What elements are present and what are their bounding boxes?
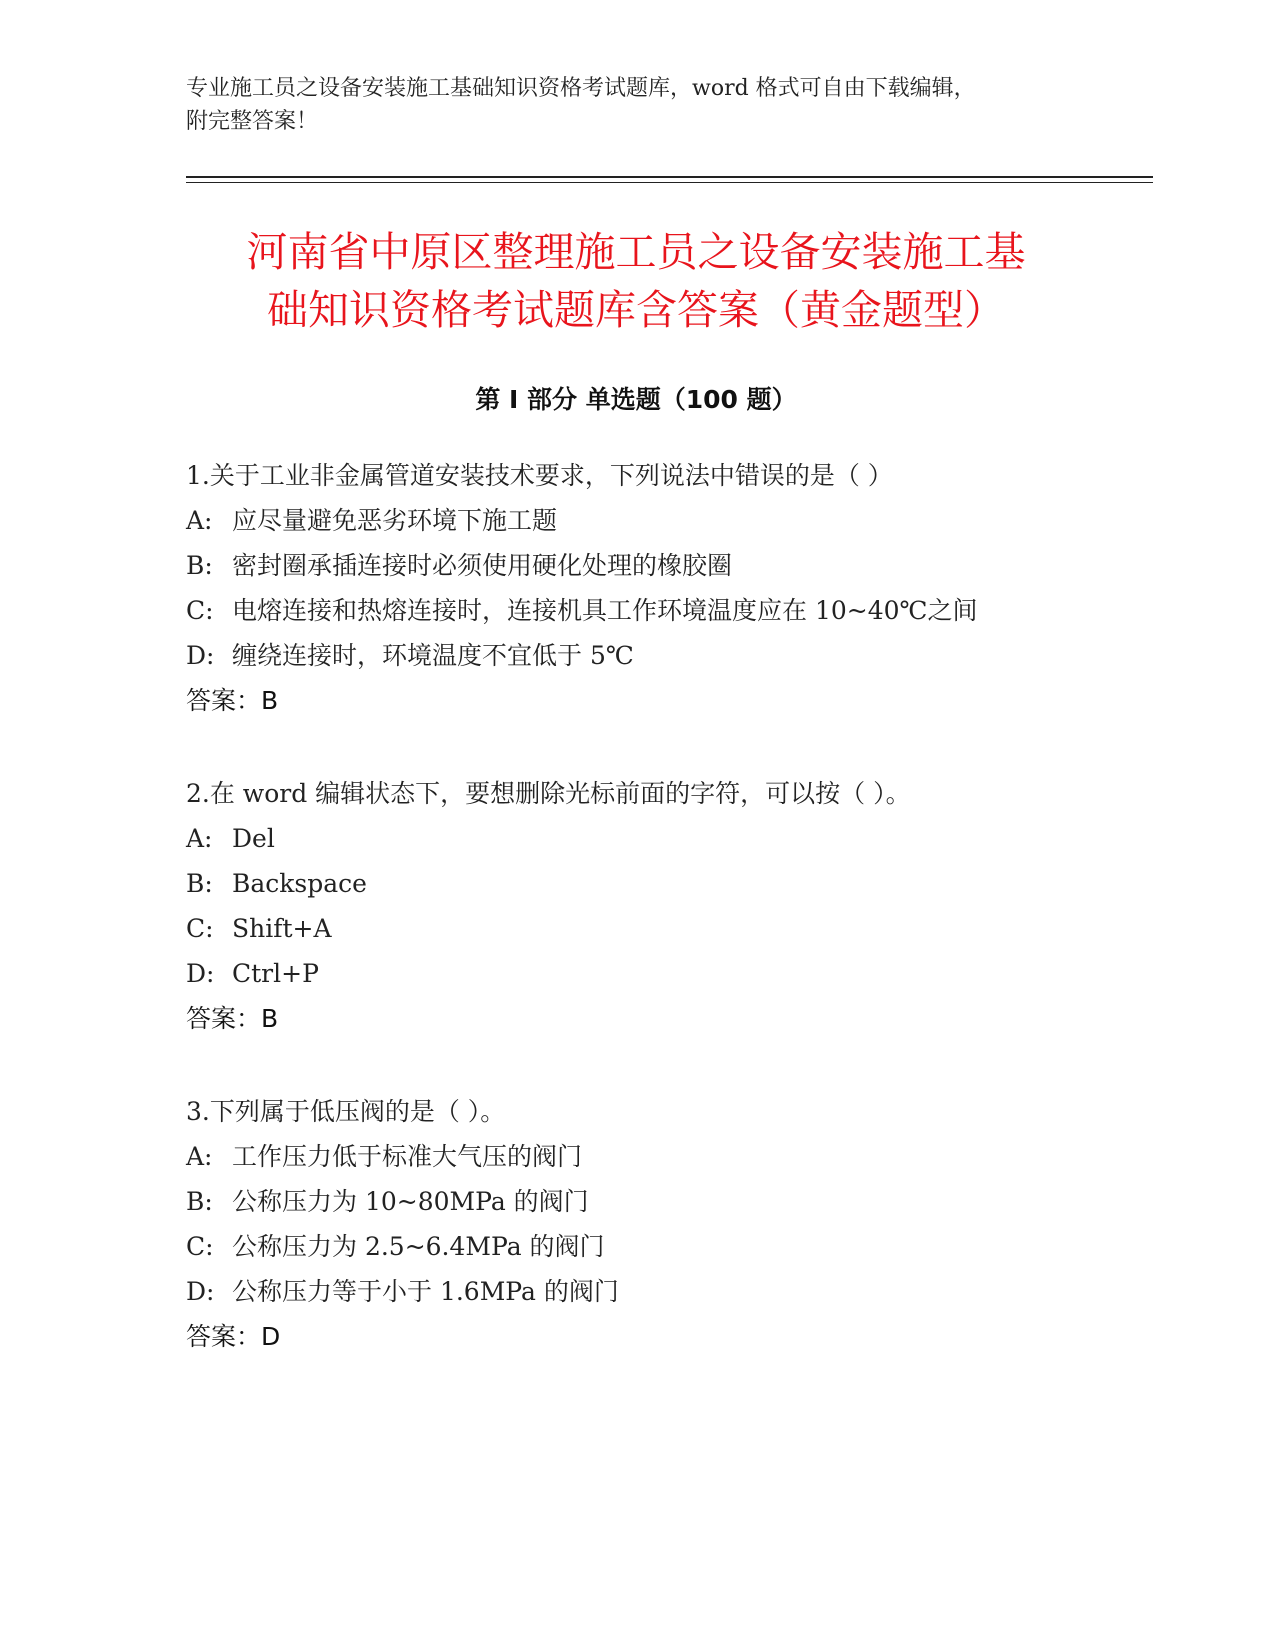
option-key: D: (186, 1277, 215, 1306)
option-key: C: (186, 1232, 214, 1261)
option-text: Ctrl+P (232, 959, 319, 988)
document-title-line1: 河南省中原区整理施工员之设备安装施工基 (246, 228, 1026, 276)
option-c (186, 906, 1086, 951)
option-key: C: (186, 596, 214, 625)
option-key: A: (186, 506, 213, 535)
option-text: 公称压力为 2.5~6.4MPa 的阀门 (232, 1232, 605, 1261)
option-d (186, 633, 1086, 678)
question-1 (186, 453, 1086, 723)
option-a (186, 816, 1086, 861)
option-b (186, 861, 1086, 906)
option-text: 公称压力等于小于 1.6MPa 的阀门 (232, 1277, 619, 1306)
option-text: 缠绕连接时，环境温度不宜低于 5℃ (232, 641, 634, 670)
option-c (186, 588, 1086, 633)
option-text: 应尽量避免恶劣环境下施工题 (232, 506, 558, 535)
answer-line: 答案：D (186, 1322, 281, 1351)
option-key: A: (186, 824, 213, 853)
option-d (186, 951, 1086, 996)
option-text: 密封圈承插连接时必须使用硬化处理的橡胶圈 (232, 551, 733, 580)
header-divider-thick (186, 176, 1153, 178)
option-key: D: (186, 641, 215, 670)
header-note-line2: 附完整答案！ (186, 109, 319, 134)
option-key: B: (186, 551, 213, 580)
option-c (186, 1224, 1086, 1269)
question-2 (186, 771, 1086, 1041)
option-key: A: (186, 1142, 213, 1171)
answer-line: 答案：B (186, 1004, 279, 1033)
option-b (186, 543, 1086, 588)
answer-line: 答案：B (186, 686, 279, 715)
option-text: Backspace (232, 869, 367, 898)
option-key: D: (186, 959, 215, 988)
option-text: 工作压力低于标准大气压的阀门 (232, 1142, 583, 1171)
question-stem: 2.在 word 编辑状态下，要想删除光标前面的字符，可以按（ ）。 (186, 779, 911, 808)
option-key: B: (186, 1187, 213, 1216)
section-title: 第 I 部分 单选题（100 题） (475, 385, 797, 414)
option-text: 电熔连接和热熔连接时，连接机具工作环境温度应在 10~40℃之间 (232, 596, 978, 625)
header-divider-thin (186, 182, 1153, 183)
option-a (186, 498, 1086, 543)
option-key: B: (186, 869, 213, 898)
document-title-line2: 础知识资格考试题库含答案（黄金题型） (267, 286, 1005, 334)
document-title (186, 223, 1086, 339)
header-note-line1: 专业施工员之设备安装施工基础知识资格考试题库，word 格式可自由下载编辑， (186, 76, 976, 101)
option-b (186, 1179, 1086, 1224)
option-text: 公称压力为 10~80MPa 的阀门 (232, 1187, 589, 1216)
question-stem: 1.关于工业非金属管道安装技术要求，下列说法中错误的是（ ） (186, 461, 893, 490)
option-a (186, 1134, 1086, 1179)
option-key: C: (186, 914, 214, 943)
question-3 (186, 1089, 1086, 1359)
question-stem: 3.下列属于低压阀的是（ ）。 (186, 1097, 506, 1126)
option-text: Del (232, 824, 275, 853)
option-d (186, 1269, 1086, 1314)
header-note (186, 72, 1086, 138)
option-text: Shift+A (232, 914, 332, 943)
